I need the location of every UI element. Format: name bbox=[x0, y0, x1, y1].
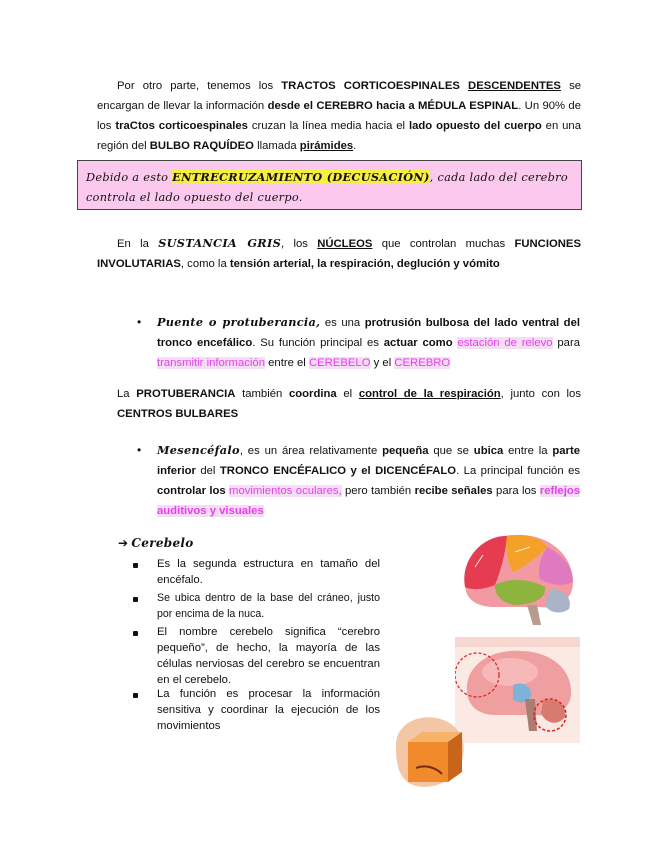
paragraph-sustancia-gris: En la SUSTANCIA GRIS, los NÚCLEOS que controlan muchas FUNCIONES INVOLUTARIAS, como la tensión arterial, la respiración, deglución y vómito bbox=[97, 236, 581, 270]
bullet-marker bbox=[133, 589, 141, 609]
arrow-icon: ➔ bbox=[118, 536, 129, 550]
bullet-marker: • bbox=[137, 443, 142, 457]
brain-lobes-illustration bbox=[455, 527, 580, 632]
brain-3d-illustration bbox=[386, 708, 471, 798]
bullet-marker: • bbox=[137, 315, 142, 329]
list-item: La función es procesar la información sensitiva y coordinar la ejecución de los movimientos bbox=[157, 688, 380, 732]
bullet-mesencefalo: Mesencéfalo, es un área relativamente pequeña que se ubica entre la parte inferior del TRONCO ENCÉFALICO y el DICENCÉFALO. La principal función es controlar los movimientos oculares, pero también recibe señales para los reflejos auditivos y visuales bbox=[157, 443, 581, 517]
list-item: Se ubica dentro de la base del cráneo, justo por encima de la nuca. bbox=[157, 592, 380, 620]
brain-sagittal-illustration bbox=[455, 637, 580, 743]
list-item: El nombre cerebelo significa “cerebro pequeño”, de hecho, la mayoría de las células nerviosas del cerebro se encuentran en el cerebelo. bbox=[157, 626, 380, 686]
bullet-puente: Puente o protuberancia, es una protrusión bulbosa del lado ventral del tronco encefálico. Su función principal es actuar como estación de relevo para transmitir información entre el CEREBELO y el CEREBRO bbox=[157, 315, 580, 369]
cerebelo-heading: ➔ Cerebelo bbox=[118, 536, 194, 550]
bullet-marker bbox=[133, 623, 141, 643]
paragraph-protuberancia: La PROTUBERANCIA también coordina el control de la respiración, junto con los CENTROS BULBARES bbox=[117, 388, 581, 420]
decusacion-callout: Debido a esto ENTRECRUZAMIENTO (DECUSACIÓN), cada lado del cerebro controla el lado opuesto del cuerpo. bbox=[77, 160, 582, 210]
bullet-marker bbox=[133, 555, 141, 575]
paragraph-tractos: Por otro parte, tenemos los TRACTOS CORTICOESPINALES DESCENDENTES se encargan de llevar la información desde el CEREBRO hacia a MÉDULA ESPINAL. Un 90% de los traCtos corticoespinales cruzan la línea media hacia el lado opuesto del cuerpo en una región del BULBO RAQUÍDEO llamada pirámides. bbox=[97, 80, 581, 152]
bullet-marker bbox=[133, 685, 141, 705]
list-item: Es la segunda estructura en tamaño del encéfalo. bbox=[157, 558, 380, 586]
